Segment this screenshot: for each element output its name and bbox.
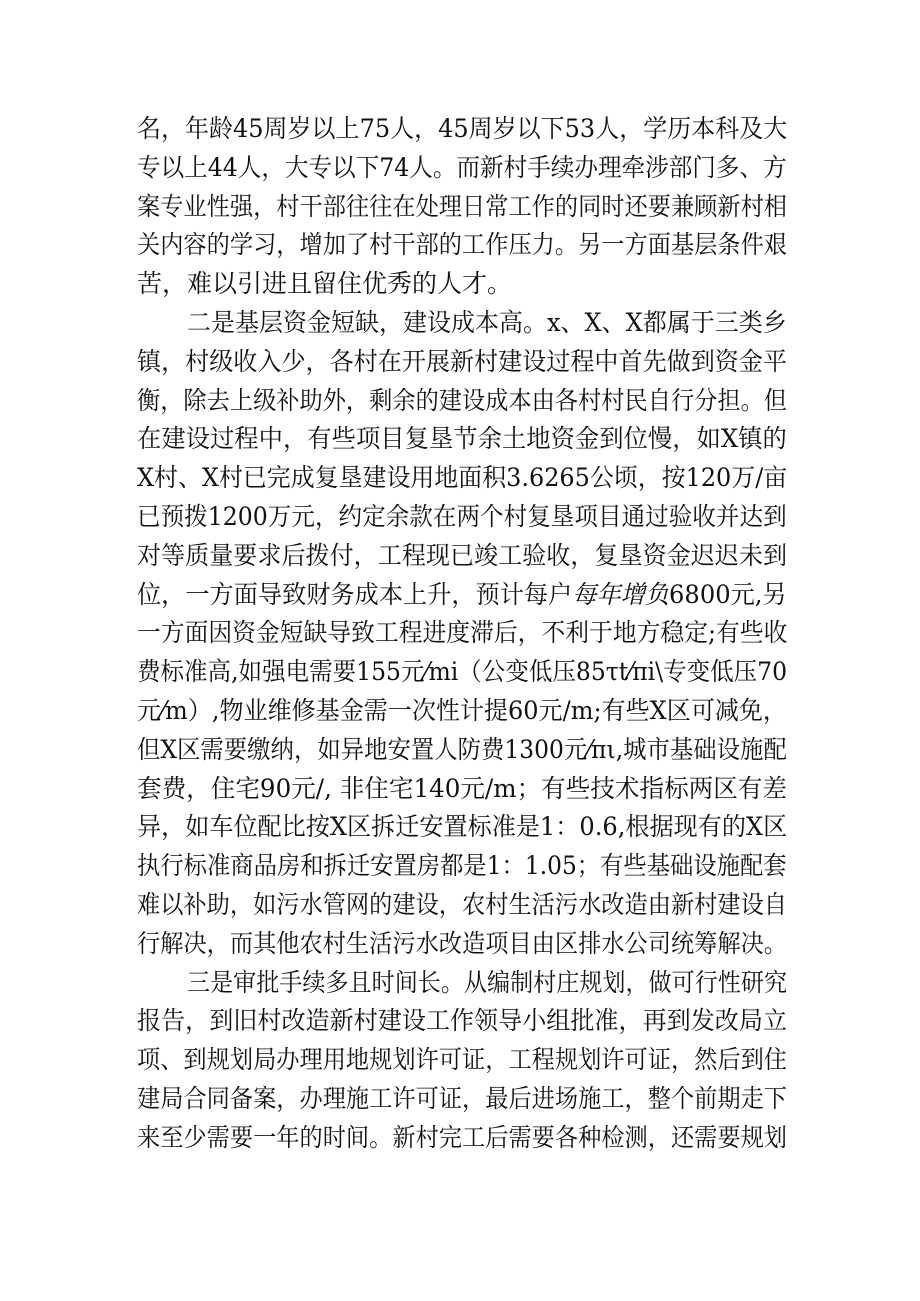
text-line: 衡，除去上级补助外，剩余的建设成本由各村村民自行分担。但: [137, 385, 787, 415]
text-line: X村、X村已完成复垦建设用地面积3.6265公顷，按120万/亩: [137, 463, 787, 493]
document-body: [137, 110, 787, 1158]
text-line: 一方面因资金短缺导致工程进度滞后，不利于地方稳定;有些收: [137, 618, 787, 648]
text-line: 元⁄m）,物业维修基金需一次性计提60元/m;有些X区可减免，: [137, 695, 787, 725]
text-line: 苦，难以引进且留住优秀的人才。: [137, 269, 513, 299]
text-line: 行解决，而其他农村生活污水改造项目由区排水公司统筹解决。: [137, 928, 787, 958]
text-line: 套费，住宅90元/, 非住宅140元/m；有些技术指标两区有差: [137, 773, 787, 803]
text-line: 关内容的学习，增加了村干部的工作压力。另一方面基层条件艰: [137, 230, 787, 260]
paragraph-3-first-line: 三是审批手续多且时间长。从编制村庄规划，做可行性研究: [187, 967, 787, 997]
text-line: 名，年龄45周岁以上75人，45周岁以下53人，学历本科及大: [137, 114, 787, 143]
text-segment: 位，一方面导致财务成本上升，预计每户: [137, 579, 573, 609]
text-line: 但X区需要缴纳，如异地安置人防费1300元⁄πι,城市基础设施配: [137, 734, 787, 764]
text-line: 异，如车位配比按X区拆迁安置标准是1：0.6,根据现有的X区: [137, 812, 787, 842]
text-line: 来至少需要一年的时间。新村完工后需要各种检测，还需要规划: [137, 1122, 787, 1152]
text-line: 镇，村级收入少，各村在开展新村建设过程中首先做到资金平: [137, 346, 787, 376]
paragraph-2-first-line: 二是基层资金短缺，建设成本高。x、X、X都属于三类乡: [187, 307, 787, 337]
text-line: 在建设过程中，有些项目复垦节余土地资金到位慢，如X镇的: [137, 424, 787, 454]
text-line: 报告，到旧村改造新村建设工作领导小组批准，再到发改局立: [137, 1006, 787, 1036]
text-line: 项、到规划局办理用地规划许可证，工程规划许可证，然后到住: [137, 1045, 787, 1075]
text-line: 已预拨1200万元，约定余款在两个村复垦项目通过验收并达到: [137, 501, 787, 531]
text-line: 案专业性强，村干部往往在处理日常工作的同时还要兼顾新村相: [137, 191, 787, 221]
text-line: 对等质量要求后拨付，工程现已竣工验收，复垦资金迟迟未到: [137, 540, 787, 570]
text-segment: 6800元,另: [669, 579, 787, 609]
text-line: 建局合同备案，办理施工许可证，最后进场施工，整个前期走下: [137, 1083, 787, 1113]
text-segment-italic: 每年增负: [572, 579, 670, 609]
text-line: 执行标准商品房和拆迁安置房都是1：1.05；有些基础设施配套: [137, 851, 787, 881]
text-line: 费标准高,如强电需要155元⁄mi（公变低压85τt⁄πi\专变低压70: [137, 657, 787, 687]
text-line: 专以上44人，大专以下74人。而新村手续办理牵涉部门多、方: [137, 152, 787, 182]
text-line: 难以补助，如污水管网的建设，农村生活污水改造由新村建设自: [137, 889, 787, 919]
text-line-mixed: [137, 576, 787, 615]
